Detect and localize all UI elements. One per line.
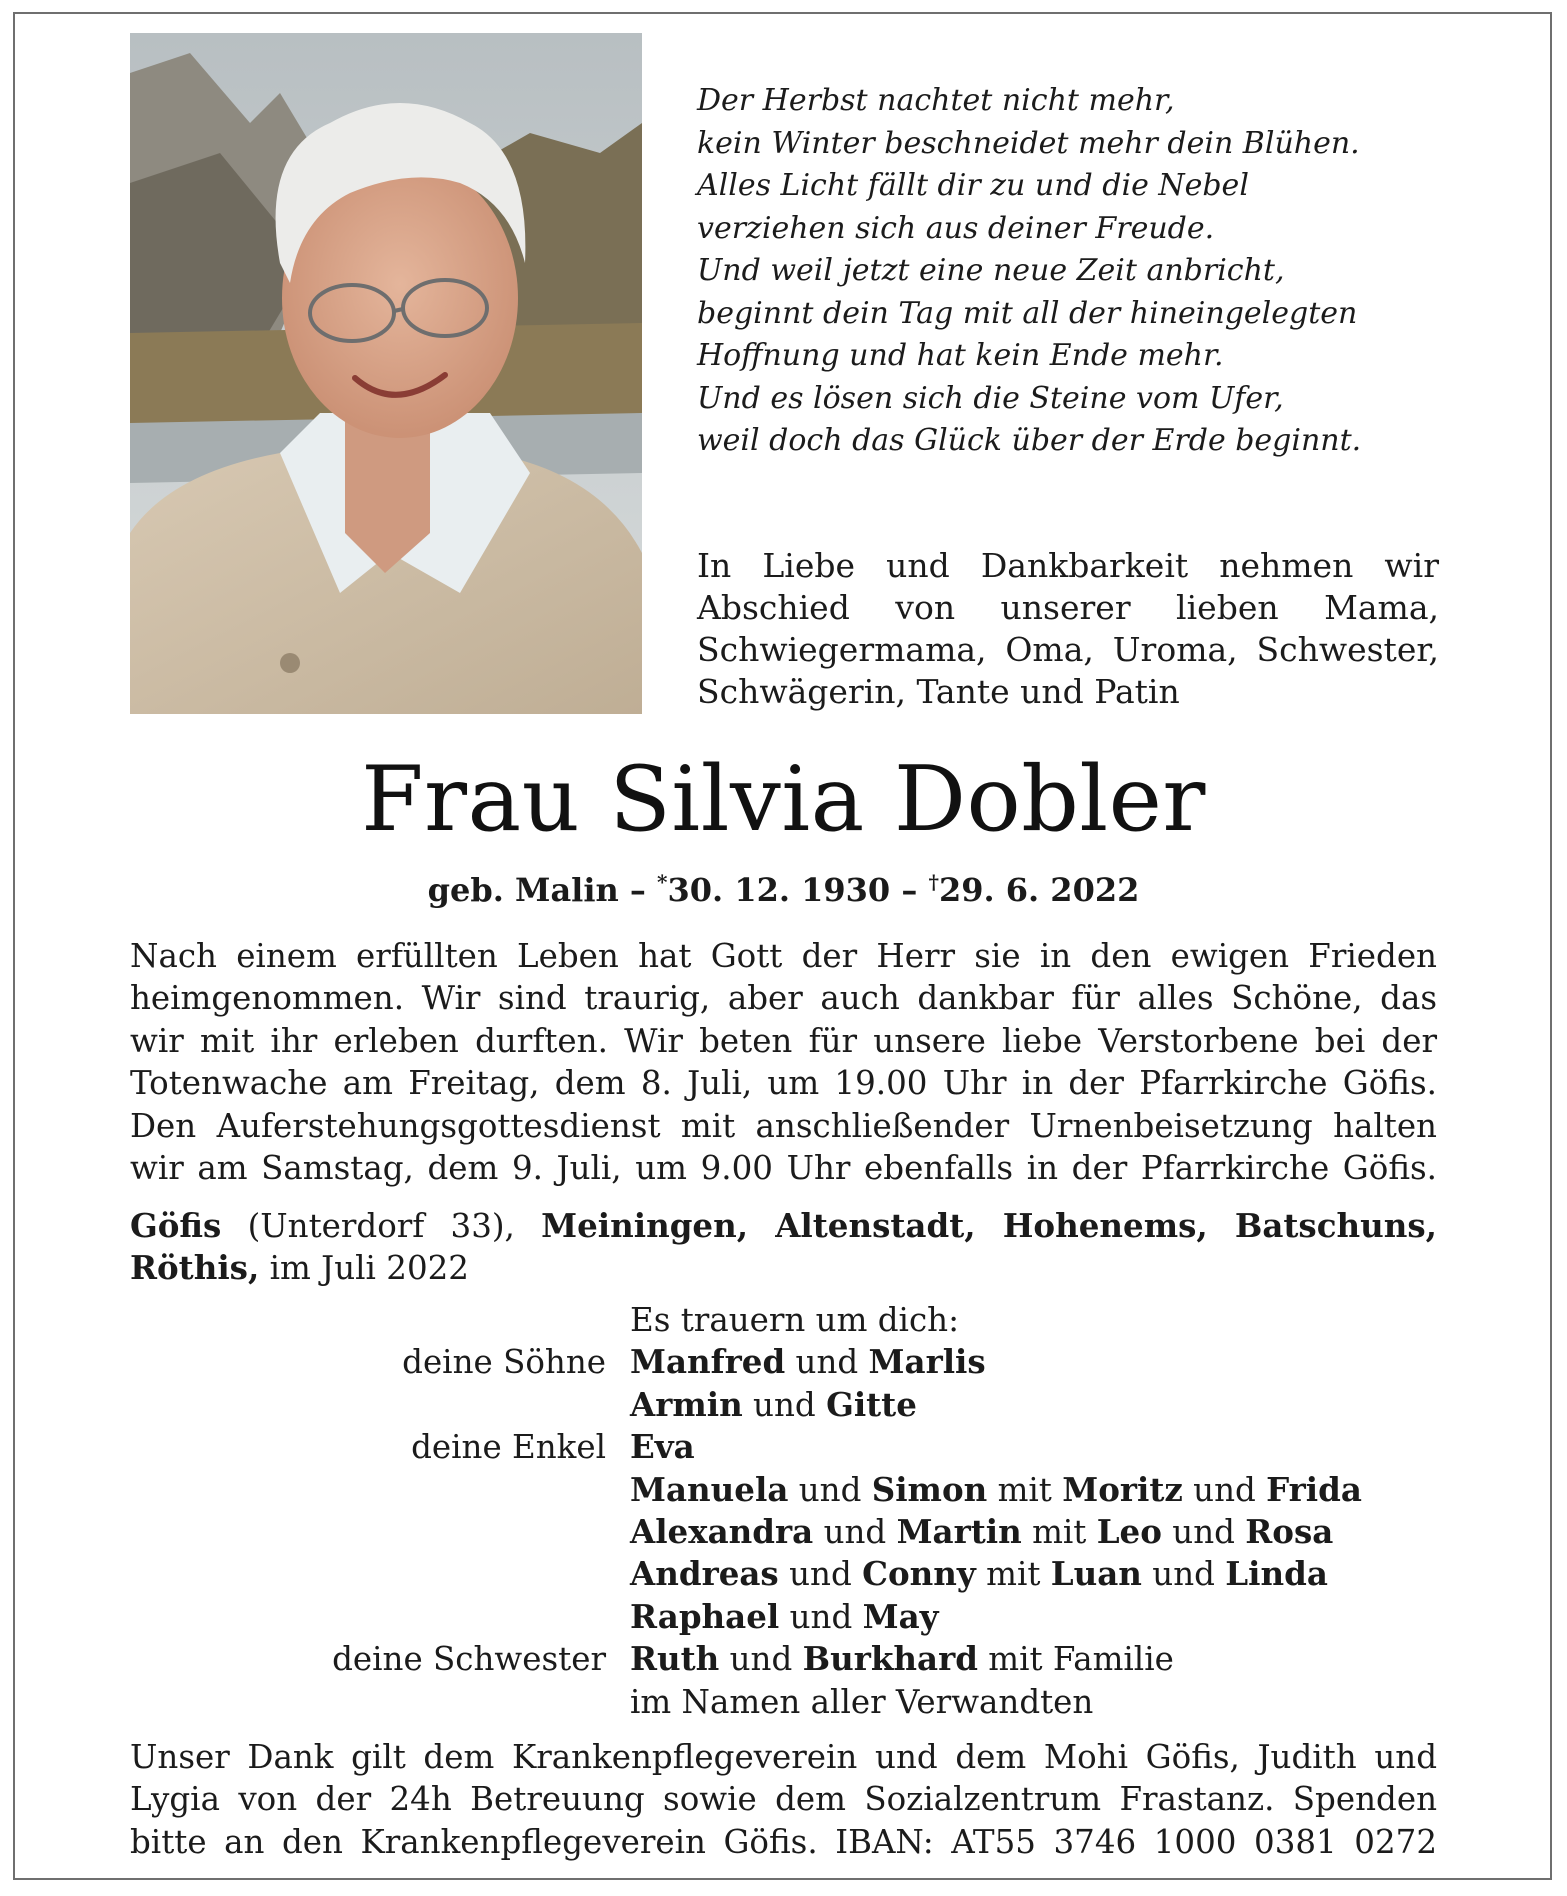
mourners-list xyxy=(130,1299,1437,1723)
farewell-line: Schwägerin, Tante und Patin xyxy=(697,672,1180,711)
mourner-name: Martin xyxy=(896,1512,1022,1552)
mourner-name: Linda xyxy=(1225,1554,1328,1594)
address: (Unterdorf 33), xyxy=(247,1207,515,1245)
relation-label: deine Enkel xyxy=(411,1428,606,1467)
thanks-text xyxy=(130,1736,1437,1863)
body-line: heimgenommen. Wir sind traurig, aber auch dankbar für alles Schöne, das xyxy=(130,979,1437,1018)
thanks-line: bitte an den Krankenpflegeverein Göfis. IBAN: AT55 3746 1000 0381 0272 xyxy=(130,1822,1437,1861)
announcement-text xyxy=(130,935,1437,1189)
farewell-line: Abschied von unserer lieben Mama, xyxy=(697,588,1439,627)
mourner-name: Luan xyxy=(1050,1554,1142,1594)
conjunction: mit xyxy=(1032,1513,1087,1552)
mourner-name: Burkhard xyxy=(802,1639,978,1679)
conjunction: und xyxy=(798,1470,862,1509)
birth-symbol: * xyxy=(657,870,668,894)
mourner-name: Rosa xyxy=(1245,1512,1334,1552)
conjunction: und xyxy=(1172,1513,1235,1552)
poem-line: Und es lösen sich die Steine vom Ufer, xyxy=(697,380,1284,416)
mourner-name: Moritz xyxy=(1062,1469,1183,1509)
mourner-row xyxy=(130,1553,1437,1595)
portrait-photo xyxy=(130,33,642,714)
mourner-name: Andreas xyxy=(630,1554,779,1594)
portrait-illustration xyxy=(130,33,642,714)
thanks-line: Lygia von der 24h Betreuung sowie dem Sozialzentrum Frastanz. Spenden xyxy=(130,1780,1437,1819)
farewell-line: Schwiegermama, Oma, Uroma, Schwester, xyxy=(697,630,1439,669)
mourner-name: Simon xyxy=(871,1469,988,1509)
dash: – xyxy=(629,871,646,909)
closing-line: im Namen aller Verwandten xyxy=(630,1682,1094,1721)
places-line xyxy=(130,1247,1437,1289)
places xyxy=(130,1205,1437,1289)
mourner-name: Leo xyxy=(1096,1512,1162,1552)
poem xyxy=(697,80,1457,463)
mourner-name: Marlis xyxy=(868,1342,986,1382)
poem-line: Alles Licht fällt dir zu und die Nebel xyxy=(697,168,1249,203)
conjunction: mit xyxy=(986,1555,1041,1594)
death-date: 29. 6. 2022 xyxy=(938,871,1140,909)
conjunction: und xyxy=(1193,1470,1256,1509)
mourner-row xyxy=(130,1638,1437,1680)
mourner-name: Ruth xyxy=(630,1639,720,1679)
conjunction: mit xyxy=(997,1470,1052,1509)
mourner-name: Frida xyxy=(1266,1469,1362,1509)
mourner-name: Eva xyxy=(630,1427,695,1467)
mourner-row xyxy=(130,1299,1437,1341)
mourner-row xyxy=(130,1341,1437,1383)
body-line: Den Auferstehungsgottesdienst mit anschließender Urnenbeisetzung halten xyxy=(130,1106,1437,1145)
mourner-name: Armin xyxy=(630,1384,743,1424)
body-line: Nach einem erfüllten Leben hat Gott der Herr sie in den ewigen Frieden xyxy=(130,937,1437,975)
mourner-row xyxy=(130,1469,1437,1511)
conjunction: und xyxy=(753,1385,816,1424)
mourner-row xyxy=(130,1681,1437,1723)
conjunction: und xyxy=(1152,1555,1215,1594)
town: Göfis xyxy=(130,1206,222,1245)
birth-date: 30. 12. 1930 xyxy=(667,871,891,909)
conjunction: und xyxy=(795,1343,859,1382)
towns: Meiningen, Altenstadt, Hohenems, Batschuns, xyxy=(541,1206,1437,1245)
mourners-intro: Es trauern um dich: xyxy=(630,1301,960,1339)
dash: – xyxy=(901,871,918,909)
conjunction: und xyxy=(789,1597,853,1636)
relation-label: deine Söhne xyxy=(402,1343,606,1382)
mourner-row xyxy=(130,1426,1437,1468)
relation-label: deine Schwester xyxy=(332,1640,606,1679)
deceased-name: Frau Silvia Dobler xyxy=(361,747,1206,852)
death-symbol: † xyxy=(928,870,939,894)
mourner-name: Conny xyxy=(862,1554,976,1594)
poem-line: kein Winter beschneidet mehr dein Blühen. xyxy=(697,125,1360,161)
date-text: im Juli 2022 xyxy=(269,1249,469,1287)
poem-line: beginnt dein Tag mit all der hineingelegten xyxy=(697,295,1358,331)
conjunction: mit Familie xyxy=(988,1640,1174,1679)
poem-line: Der Herbst nachtet nicht mehr, xyxy=(697,83,1175,118)
conjunction: und xyxy=(729,1640,793,1679)
birth-name: geb. Malin xyxy=(427,871,619,909)
farewell-text xyxy=(697,545,1439,713)
mourner-row xyxy=(130,1384,1437,1426)
mourner-name: Gitte xyxy=(826,1384,917,1424)
mourner-name: May xyxy=(862,1596,939,1636)
life-dates xyxy=(130,862,1437,910)
poem-line: weil doch das Glück über der Erde beginnt. xyxy=(697,423,1362,458)
thanks-line: Unser Dank gilt dem Krankenpflegeverein und dem Mohi Göfis, Judith und xyxy=(130,1738,1437,1776)
mourner-row xyxy=(130,1511,1437,1553)
body-line: wir am Samstag, dem 9. Juli, um 9.00 Uhr ebenfalls in der Pfarrkirche Göfis. xyxy=(130,1149,1437,1188)
town: Röthis, xyxy=(130,1248,260,1287)
body-line: wir mit ihr erleben durften. Wir beten für unsere liebe Verstorbene bei der xyxy=(130,1021,1437,1060)
conjunction: und xyxy=(823,1513,887,1552)
mourner-name: Manuela xyxy=(630,1469,789,1509)
mourner-name: Manfred xyxy=(630,1342,786,1382)
mourner-name: Alexandra xyxy=(630,1512,814,1552)
farewell-line: In Liebe und Dankbarkeit nehmen wir xyxy=(697,546,1439,585)
poem-line: Hoffnung und hat kein Ende mehr. xyxy=(697,338,1224,373)
poem-line: Und weil jetzt eine neue Zeit anbricht, xyxy=(697,253,1285,288)
body-line: Totenwache am Freitag, dem 8. Juli, um 19.00 Uhr in der Pfarrkirche Göfis. xyxy=(130,1064,1437,1103)
conjunction: und xyxy=(789,1555,852,1594)
places-line xyxy=(130,1205,1437,1247)
mourner-row xyxy=(130,1596,1437,1638)
mourner-name: Raphael xyxy=(630,1596,780,1636)
poem-line: verziehen sich aus deiner Freude. xyxy=(697,210,1215,246)
